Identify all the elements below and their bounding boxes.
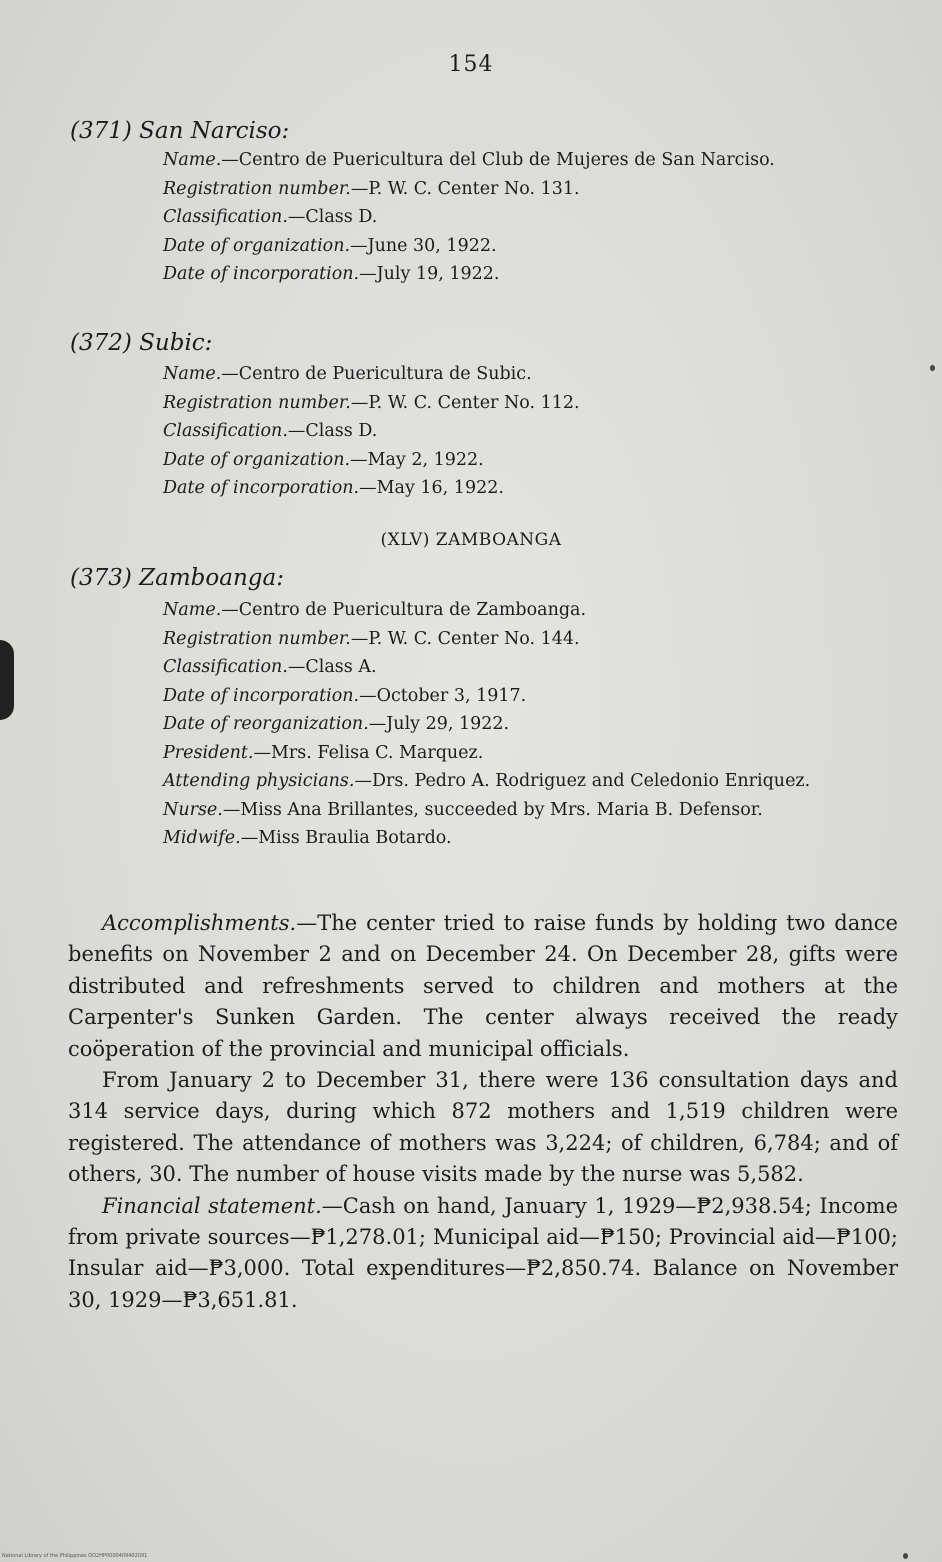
field-value: —July 19, 1922. (359, 264, 500, 284)
field-label: Classification. (163, 421, 288, 441)
field-row (163, 710, 898, 739)
field-label: President. (163, 742, 254, 763)
page-edge-blot (0, 640, 14, 720)
paragraph (68, 908, 898, 1065)
field-label: Date of incorporation. (163, 478, 360, 498)
field-row (163, 360, 898, 389)
entry-heading: (371) San Narciso: (70, 118, 290, 144)
field-row (163, 596, 898, 625)
paragraph-text: From January 2 to December 31, there were 136 consultation days and 314 service days, during which 872 mothers and 1,519 children were registered. The attendance of mothers was 3,224; of children, 6,784; and of others, 30. The number of house visits made by the nurse was 5,582. (68, 1068, 898, 1187)
specks (930, 365, 935, 371)
field-value: —July 29, 1922. (368, 714, 510, 734)
field-row (163, 796, 898, 825)
body-text (68, 908, 898, 1316)
specks (903, 1553, 908, 1559)
field-row (163, 232, 898, 261)
field-label: Registration number. (163, 178, 351, 199)
field-row (163, 625, 898, 654)
field-value: —Miss Braulia Botardo. (240, 828, 452, 848)
field-value: —Class A. (287, 657, 377, 677)
field-value: —Centro de Puericultura de Zamboanga. (221, 600, 587, 620)
field-label: Name. (163, 364, 222, 384)
field-row (163, 474, 898, 503)
paragraph (68, 1191, 898, 1317)
field-value: —Class D. (287, 207, 378, 227)
field-row (163, 682, 898, 711)
entry-heading: (372) Subic: (70, 330, 213, 356)
field-row (163, 824, 898, 853)
entry-fields (163, 596, 898, 853)
field-row (163, 146, 898, 175)
entry-fields (163, 360, 898, 503)
entry-fields (163, 146, 898, 289)
field-label: Midwife. (163, 828, 241, 848)
field-row (163, 739, 898, 768)
field-value: —Drs. Pedro A. Rodriguez and Celedonio Enriquez. (354, 771, 811, 791)
field-row (163, 260, 898, 289)
paragraph-lead: Financial statement. (102, 1193, 322, 1218)
field-value: —P. W. C. Center No. 144. (350, 628, 580, 649)
field-value: —Centro de Puericultura de Subic. (221, 364, 532, 384)
page-number: 154 (448, 52, 494, 77)
paragraph-lead: Accomplishments. (102, 911, 297, 935)
field-value: —P. W. C. Center No. 112. (350, 392, 580, 413)
field-value: —Mrs. Felisa C. Marquez. (253, 742, 484, 763)
field-row (163, 767, 898, 796)
field-value: —Class D. (287, 421, 378, 441)
field-label: Classification. (163, 207, 288, 227)
field-label: Name. (163, 150, 222, 170)
paragraph (68, 1065, 898, 1191)
field-row (163, 446, 898, 475)
field-value: —P. W. C. Center No. 131. (350, 178, 580, 199)
field-label: Date of incorporation. (163, 264, 360, 284)
field-value: —Miss Ana Brillantes, succeeded by Mrs. Maria B. Defensor. (222, 799, 763, 820)
field-value: —Centro de Puericultura del Club de Mujeres de San Narciso. (221, 150, 775, 170)
field-value: —October 3, 1917. (359, 685, 527, 706)
field-label: Registration number. (163, 392, 351, 413)
field-row (163, 389, 898, 418)
field-value: —May 16, 1922. (359, 478, 504, 498)
field-label: Date of incorporation. (163, 685, 360, 706)
field-label: Date of organization. (163, 449, 351, 470)
scan-footer: National Library of the Philippines DO2HP0000409402091 (2, 1553, 148, 1559)
paragraph-text: —Cash on hand, January 1, 1929—₱2,938.54; Income from private sources—₱1,278.01; Municipal aid—₱150; Provincial aid—₱100; Insular aid—₱3,000. Total expenditures—₱2,850.74. Balance on November 30, 1929—₱3,651.81. (68, 1193, 898, 1312)
paragraph-text: —The center tried to raise funds by holding two dance benefits on November 2 and on December 24. On December 28, gifts were distributed and refreshments served to children and mothers at the Carpenter's Sunken Garden. The center always received the ready coöperation of the provincial and municipal officials. (68, 911, 898, 1061)
field-row (163, 653, 898, 682)
field-label: Nurse. (163, 799, 223, 820)
field-row (163, 175, 898, 204)
entry-heading: (373) Zamboanga: (70, 565, 284, 591)
field-row (163, 203, 898, 232)
field-label: Attending physicians. (163, 771, 355, 791)
field-label: Classification. (163, 657, 288, 677)
field-value: —June 30, 1922. (350, 235, 497, 256)
section-title: (XLV) ZAMBOANGA (380, 530, 562, 550)
field-label: Name. (163, 600, 222, 620)
field-row (163, 417, 898, 446)
field-label: Date of organization. (163, 235, 351, 256)
field-label: Registration number. (163, 628, 351, 649)
field-label: Date of reorganization. (163, 714, 369, 734)
field-value: —May 2, 1922. (350, 449, 484, 470)
